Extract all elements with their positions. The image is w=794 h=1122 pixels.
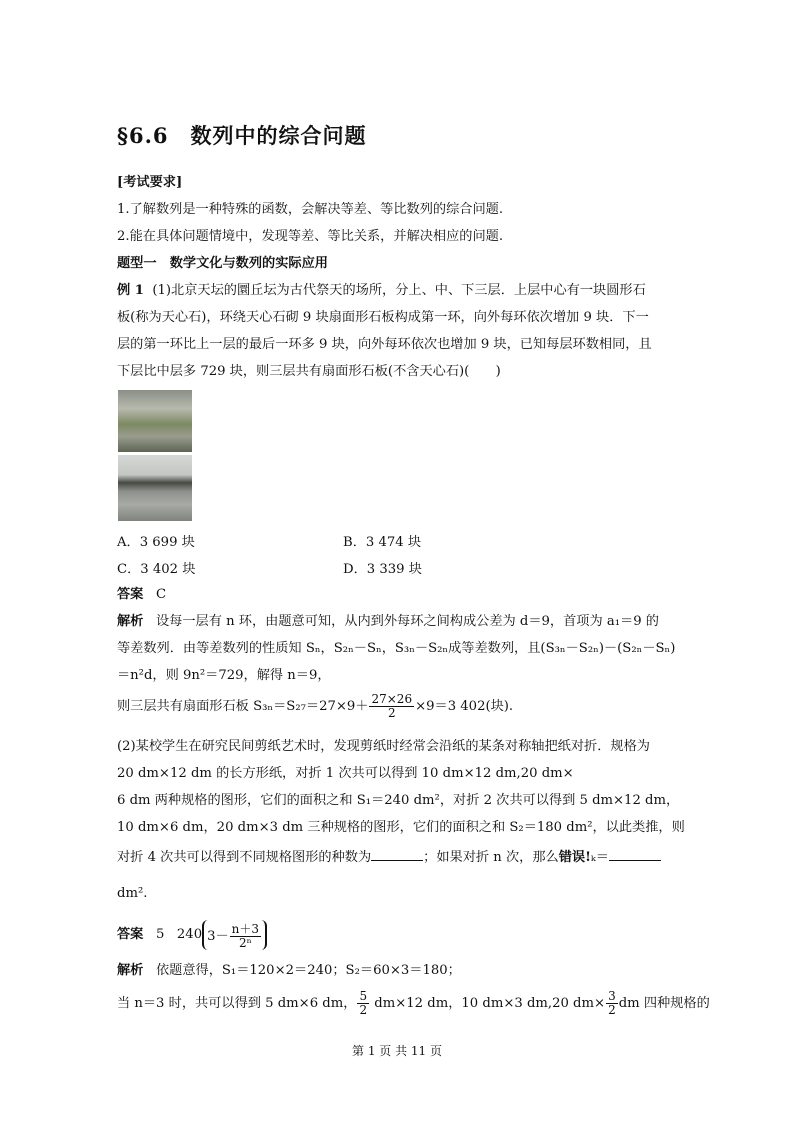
example-1-line-1 <box>117 281 646 301</box>
problem-2-line-4: 10 dm×6 dm，20 dm×3 dm 三种规格的图形，它们的面积之和 S₂＝180 dm²，以此类推，则 <box>117 820 685 835</box>
answer-label: 答案 <box>117 587 144 602</box>
analysis-1-line-1 <box>117 612 659 632</box>
altar-photo <box>118 455 192 521</box>
problem-2-line-3: 6 dm 两种规格的图形，它们的面积之和 S₁＝240 dm²，对折 2 次共可以得到 5 dm×12 dm， <box>117 793 680 808</box>
example-1-line-4: 下层比中层多 729 块，则三层共有扇面形石板(不含天心石)( ) <box>117 364 501 379</box>
section-heading: 题型一 数学文化与数列的实际应用 <box>117 256 328 271</box>
analysis-label: 解析 <box>117 963 144 978</box>
fraction: $\frac{n+3}{\text{2ⁿ}}$ <box>231 922 260 950</box>
answer-1 <box>117 585 166 605</box>
problem-2-line-2: 20 dm×12 dm 的长方形纸，对折 1 次共可以得到 10 dm×12 dm,20 dm× <box>117 766 574 781</box>
option-c: C．3 402 块 <box>117 562 196 577</box>
analysis-label: 解析 <box>117 614 144 629</box>
temple-photo <box>118 390 192 452</box>
problem-2-line-1: (2)某校学生在研究民间剪纸艺术时，发现剪纸时经常会沿纸的某条对称轴把纸对折．规格为 <box>117 739 650 754</box>
requirements-header: [考试要求] <box>117 175 183 190</box>
requirement-2: 2.能在具体问题情境中，发现等差、等比关系，并解决相应的问题. <box>117 229 504 244</box>
page-title: §6.6 数列中的综合问题 <box>117 123 367 148</box>
analysis-2-line-2: 当 n＝3 时，共可以得到 5 dm×6 dm， $\frac{5}{2}$ dm×12 dm，10 dm×3 dm,20 dm× $\frac{3}{2}$ dm 四种规格的 <box>117 989 710 1017</box>
analysis-sum-prefix: 则三层共有扇面形石板 S₃ₙ＝S₂₇＝27×9＋ <box>117 699 369 714</box>
analysis-1-line-4 <box>117 693 513 720</box>
page-footer: 第 1 页 共 11 页 <box>352 1044 442 1058</box>
option-b: B．3 474 块 <box>343 535 422 550</box>
example-text: (1)北京天坛的圜丘坛为古代祭天的场所，分上、中、下三层．上层中心有一块圆形石 <box>152 283 646 298</box>
answer-blank <box>609 848 661 861</box>
example-1-line-2: 板(称为天心石)，环绕天心石砌 9 块扇面形石板构成第一环，向外每环依次增加 9 块．下一 <box>117 310 649 325</box>
answer-2: 答案 5 240 3－ $\frac{n+3}{\text{2ⁿ}}$ <box>117 918 267 952</box>
analysis-sum-suffix: ×9＝3 402(块). <box>415 699 514 714</box>
analysis-text: 设每一层有 n 环，由题意可知，从内到外每环之间构成公差为 d＝9，首项为 a₁＝9 的 <box>155 614 659 629</box>
option-a: A．3 699 块 <box>117 535 195 550</box>
answer-blank <box>371 848 423 861</box>
analysis-1-line-3: ＝n²d，则 9n²＝729，解得 n＝9， <box>117 668 331 683</box>
fraction: $\frac{5}{2}$ <box>359 989 368 1017</box>
answer-value: C <box>155 587 167 602</box>
example-label: 例 1 <box>117 283 144 298</box>
parenthesized-expression: 3－ $\frac{n+3}{\text{2ⁿ}}$ <box>202 920 267 950</box>
problem-2-line-6: dm². <box>117 886 148 901</box>
problem-2-line-5: 对折 4 次共可以得到不同规格图形的种数为 ；如果对折 n 次，那么错误!ₖ＝ <box>117 848 661 868</box>
error-marker: 错误! <box>558 850 591 865</box>
analysis-2-line-1: 解析 依题意得，S₁＝120×2＝240；S₂＝60×3＝180； <box>117 963 461 978</box>
fraction: $\frac{3}{2}$ <box>608 989 616 1017</box>
option-d: D．3 339 块 <box>343 562 422 577</box>
answer-label: 答案 <box>117 927 144 942</box>
fraction: $\frac{27\times 26}{2}$ <box>371 692 413 720</box>
requirement-1: 1.了解数列是一种特殊的函数，会解决等差、等比数列的综合问题. <box>117 202 504 217</box>
analysis-1-line-2: 等差数列．由等差数列的性质知 Sₙ，S₂ₙ－Sₙ，S₃ₙ－S₂ₙ成等差数列，且(S₃ₙ－S₂ₙ)－(S₂ₙ－Sₙ) <box>117 641 676 656</box>
example-1-line-3: 层的第一环比上一层的最后一环多 9 块，向外每环依次也增加 9 块，已知每层环数相同，且 <box>117 337 652 352</box>
